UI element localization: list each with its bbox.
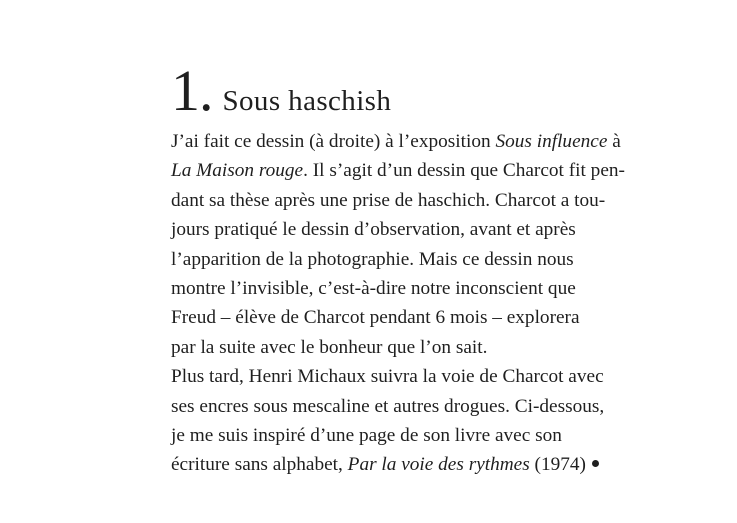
text-line: dant sa thèse après une prise de haschich. Charcot a tou- bbox=[171, 189, 606, 211]
text-line: je me suis inspiré d’une page de son livre avec son bbox=[171, 425, 562, 447]
text-line: ses encres sous mescaline et autres drogues. Ci-dessous, bbox=[171, 395, 605, 417]
end-bullet-icon bbox=[592, 460, 599, 467]
text-line: jours pratiqué le dessin d’observation, avant et après bbox=[171, 219, 576, 241]
text-run: (1974) bbox=[529, 454, 586, 476]
book-title: Par la voie des rythmes bbox=[347, 454, 530, 476]
text-run: à bbox=[607, 131, 621, 152]
text-line bbox=[171, 156, 701, 185]
venue-name: La Maison rouge bbox=[171, 160, 304, 182]
text-line: montre l’invisible, c’est-à-dire notre inconscient que bbox=[171, 278, 576, 300]
section-heading bbox=[171, 58, 392, 123]
section-number: 1. bbox=[171, 58, 213, 123]
text-line: l’apparition de la photographie. Mais ce dessin nous bbox=[171, 248, 574, 270]
text-line bbox=[171, 127, 701, 156]
text-line: par la suite avec le bonheur que l’on sait. bbox=[171, 336, 488, 358]
exhibition-title: Sous influence bbox=[495, 131, 608, 152]
body-text bbox=[171, 127, 701, 480]
text-run: . Il s’agit d’un dessin que Charcot fit pen- bbox=[303, 160, 625, 182]
text-line: Freud – élève de Charcot pendant 6 mois – explorera bbox=[171, 307, 580, 329]
text-line: Plus tard, Henri Michaux suivra la voie de Charcot avec bbox=[171, 366, 604, 388]
text-run: J’ai fait ce dessin (à droite) à l’exposition bbox=[171, 131, 496, 152]
section-title: Sous haschish bbox=[222, 85, 392, 117]
text-run: écriture sans alphabet, bbox=[171, 454, 348, 476]
text-line bbox=[171, 450, 701, 479]
